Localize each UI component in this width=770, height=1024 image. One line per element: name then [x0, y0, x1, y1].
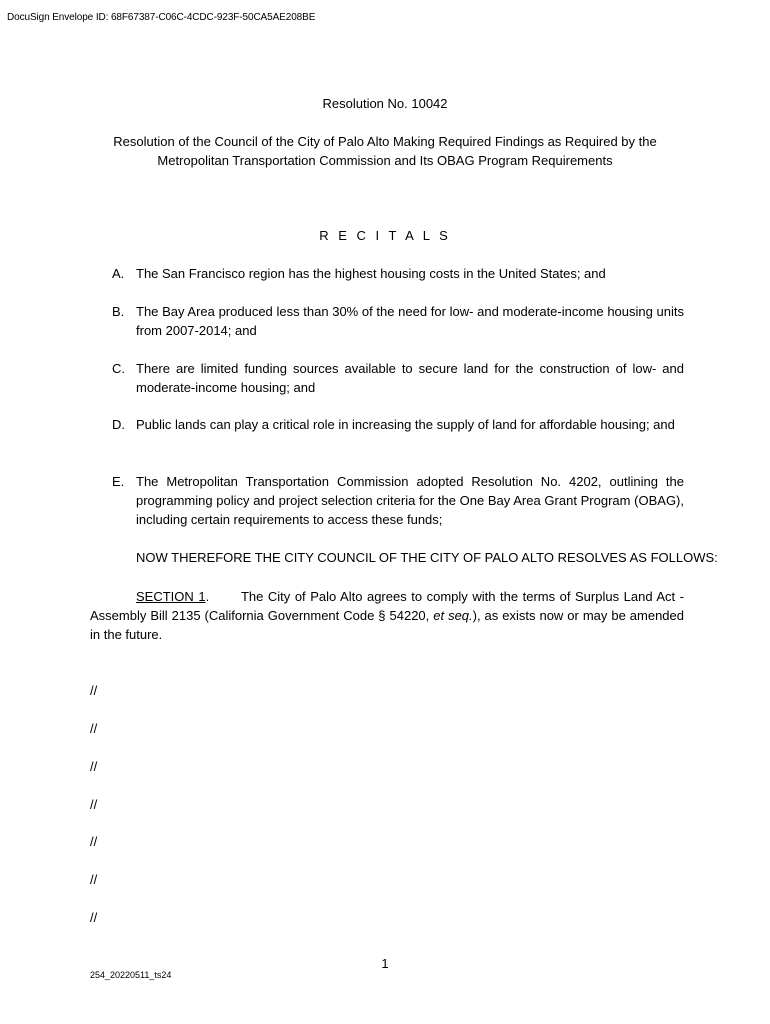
- continuation-marker: //: [90, 834, 98, 849]
- footer-document-code: 254_20220511_ts24: [90, 970, 172, 980]
- continuation-marker: //: [90, 872, 98, 887]
- section-1-heading-suffix: .: [205, 589, 210, 604]
- recital-letter: D.: [112, 417, 125, 432]
- recital-letter: E.: [112, 474, 125, 489]
- section-1-text-italic: et seq.: [433, 608, 473, 623]
- resolution-number: Resolution No. 10042: [322, 96, 448, 111]
- continuation-marker: //: [90, 759, 98, 774]
- continuation-marker: //: [90, 721, 98, 736]
- recital-text: The Metropolitan Transportation Commission adopted Resolution No. 4202, outlining the programming policy and project selection criteria for the One Bay Area Grant Program (OBAG), including certain requirements to access these funds;: [136, 474, 684, 527]
- recital-text: Public lands can play a critical role in increasing the supply of land for affordable housing; and: [136, 417, 675, 432]
- recital-text: The San Francisco region has the highest housing costs in the United States; and: [136, 266, 606, 281]
- recital-text: There are limited funding sources available to secure land for the construction of low- and moderate-income housing; and: [136, 361, 684, 395]
- resolution-title: Resolution of the Council of the City of Palo Alto Making Required Findings as Required by the Metropolitan Transportation Commission and Its OBAG Program Requirements: [113, 134, 657, 168]
- docusign-envelope-id: DocuSign Envelope ID: 68F67387-C06C-4CDC-923F-50CA5AE208BE: [7, 12, 316, 23]
- continuation-marker: //: [90, 683, 98, 698]
- section-1-paragraph: [90, 587, 684, 644]
- now-therefore-clause: NOW THEREFORE THE CITY COUNCIL OF THE CITY OF PALO ALTO RESOLVES AS FOLLOWS:: [136, 550, 718, 565]
- continuation-marker: //: [90, 910, 98, 925]
- section-1-heading: SECTION 1: [136, 589, 206, 604]
- recital-text: The Bay Area produced less than 30% of the need for low- and moderate-income housing units from 2007-2014; and: [136, 304, 684, 338]
- section-1-text-after: ), as exists now or may be amended in the future.: [90, 608, 684, 642]
- recital-letter: C.: [112, 361, 125, 376]
- section-1-text-before: The City of Palo Alto agrees to comply with the terms of Surplus Land Act - Assembly Bill 2135 (California Government Code § 54220,: [90, 589, 685, 623]
- page-number: 1: [381, 956, 389, 971]
- recital-letter: B.: [112, 304, 125, 319]
- continuation-marker: //: [90, 797, 98, 812]
- recital-letter: A.: [112, 266, 125, 281]
- recitals-heading: R E C I T A L S: [319, 228, 451, 243]
